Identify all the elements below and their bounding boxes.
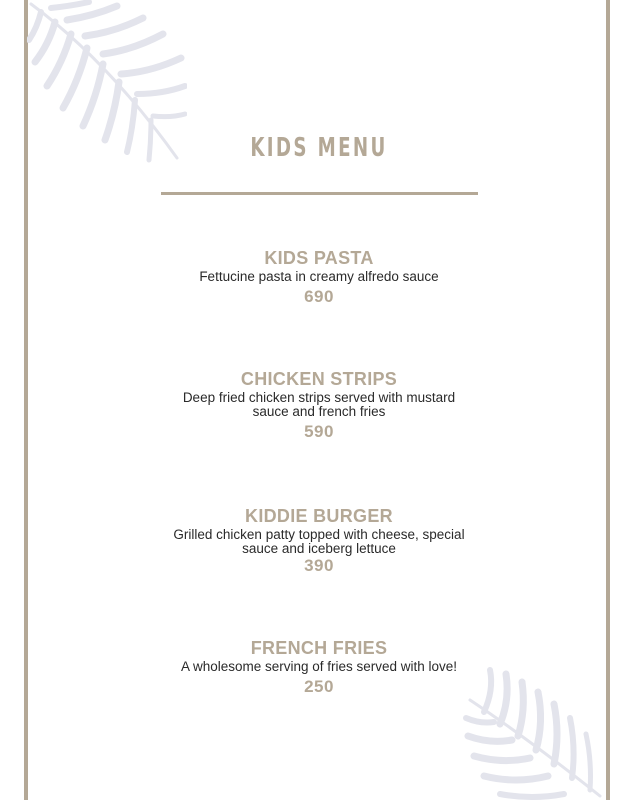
right-border-line [606,0,610,800]
item-description-line-2: sauce and french fries [252,404,386,419]
item-name: CHICKEN STRIPS [240,369,398,389]
item-name: FRENCH FRIES [250,638,388,658]
menu-item-kids-pasta [120,248,518,307]
menu-item-french-fries [120,638,518,697]
item-price: 390 [304,556,334,575]
item-description-line-2: sauce and iceberg lettuce [242,541,396,556]
item-description-line-1: Deep fried chicken strips served with mustard [182,390,456,405]
item-price: 250 [304,677,334,696]
title-divider [161,192,478,195]
menu-item-chicken-strips [120,369,518,442]
menu-item-kiddie-burger [120,506,518,576]
item-description: Fettucine pasta in creamy alfredo sauce [199,269,439,284]
item-price: 690 [304,287,334,306]
item-name: KIDDIE BURGER [245,506,393,526]
item-price: 590 [304,422,334,441]
menu-title: KIDS MENU [250,133,388,163]
item-description-line-1: Grilled chicken patty topped with cheese, special [173,527,465,542]
item-description: A wholesome serving of fries served with love! [180,659,458,674]
item-name: KIDS PASTA [264,248,374,268]
